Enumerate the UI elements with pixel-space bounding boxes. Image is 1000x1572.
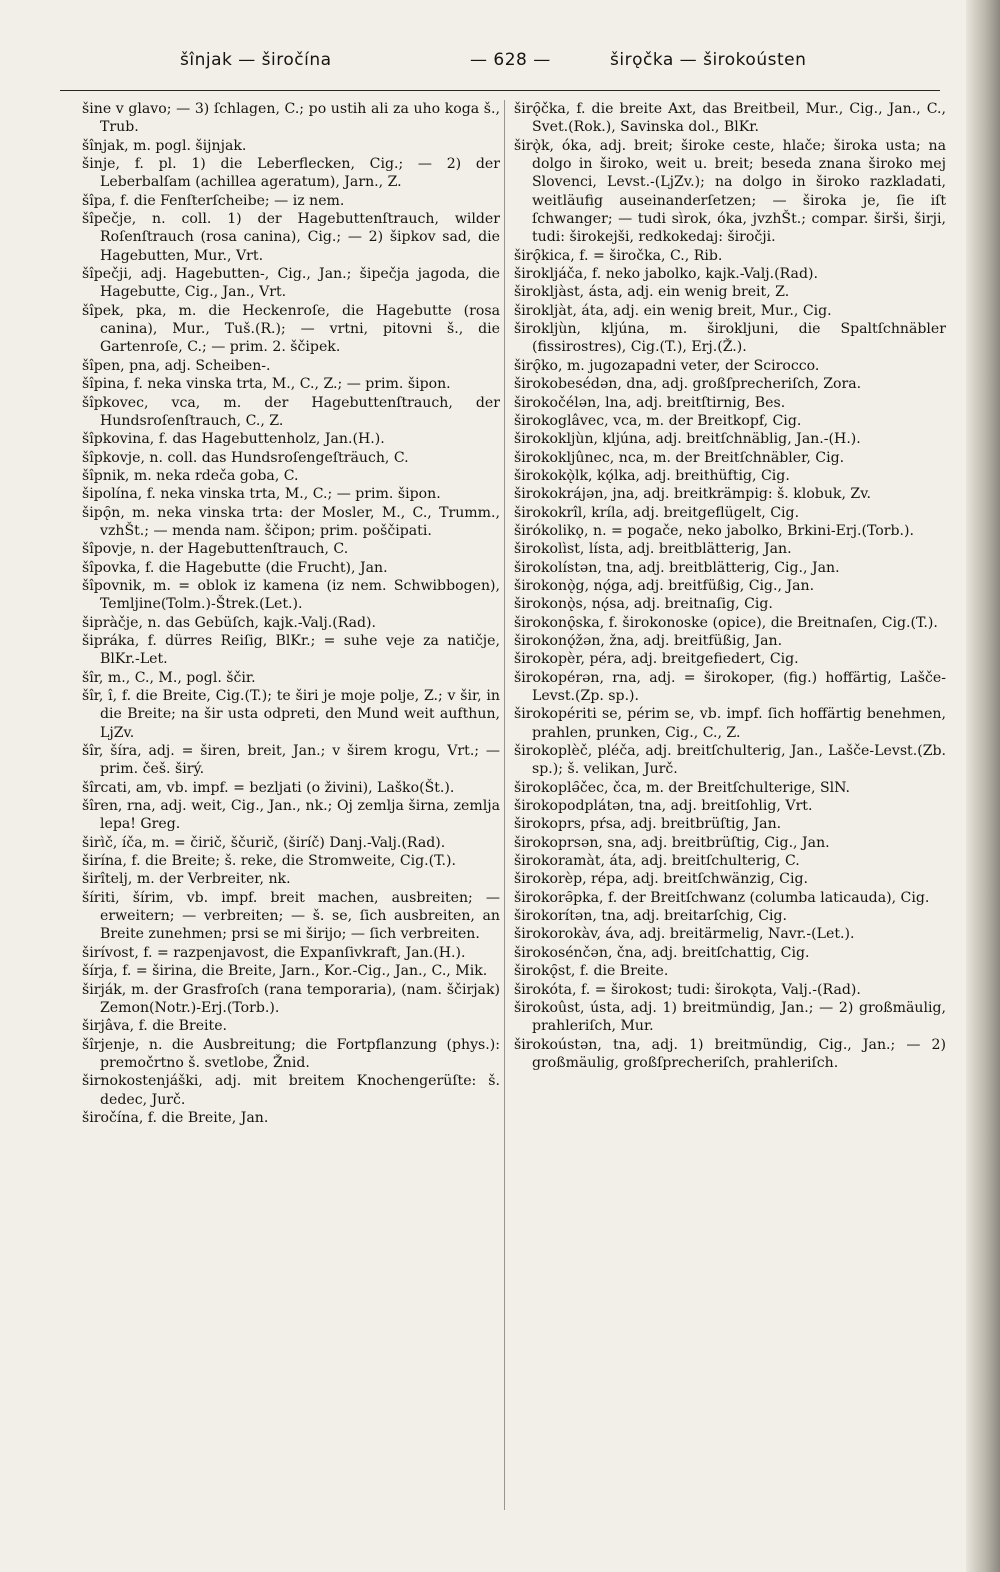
dictionary-entry: šîpovnik, m. = oblok iz kamena (iz nem. Schwibbogen), Temljine(Tolm.)-Štrek.(Let.). (82, 577, 500, 613)
dictionary-entry: širìč, íča, m. = čirič, ščurič, (širíč) Danj.-Valj.(Rad). (82, 834, 446, 851)
running-head (170, 50, 850, 80)
dictionary-entry: širočína, f. die Breite, Jan. (82, 1109, 269, 1126)
dictionary-entry: širokoglâvec, vca, m. der Breitkopf, Cig. (514, 412, 802, 429)
dictionary-entry: šîpnik, m. neka rdeča goba, C. (82, 467, 299, 484)
dictionary-entry: šîren, rna, adj. weit, Cig., Jan., nk.; Oj zemlja širna, zemlja lepa! Greg. (82, 798, 500, 833)
dictionary-entry: širnokostenjáški, adj. mit breitem Knochengerüſte: š. dedec, Jurč. (82, 1073, 500, 1108)
dictionary-entry: širokoûst, ústa, adj. 1) breitmündig, Jan.; — 2) großmäulig, prahleriſch, Mur. (514, 999, 946, 1035)
dictionary-entry: širjâva, f. die Breite. (82, 1018, 228, 1035)
dictionary-entry: širokoústǝn, tna, adj. 1) breitmündig, Cig., Jan.; — 2) großmäulig, großſprecheriſch, prahleriſch. (514, 1036, 946, 1071)
dictionary-entry: šîpečji, adj. Hagebutten-, Cig., Jan.; šipečja jagoda, die Hagebutte, Cig., Jan., Vrt. (82, 266, 500, 301)
dictionary-entry: širǫ̀k, óka, adj. breit; široke ceste, hlače; široka usta; na dolgo in široko, weit u. breit; beseda znana široko mej Slovenci, Levst.-(LjZv.); na dolgo in široko razkladati, weitläufig auseinanderſetzen; — široka je, ſie iſt ſchwanger; — tudi sìrok, óka, jvzhŠt.; compar. širši, širji, tudi: širokejši, redkokedaj: širočji. (514, 137, 946, 246)
dictionary-entry: širják, m. der Grasfroſch (rana temporaria), (nam. ščirjak) Zemon(Notr.)-Erj.(Torb.). (82, 981, 500, 1016)
dictionary-entry: širokljàst, ásta, adj. ein wenig breit, Z. (514, 284, 790, 301)
dictionary-entry: šine v glavo; — 3) ſchlagen, C.; po ustih ali za uho koga š., Trub. (82, 101, 500, 136)
dictionary-entry: širǫ̑čka, f. die breite Axt, das Breitbeil, Mur., Cig., Jan., C., Svet.(Rok.), Savinska dol., BlKr. (514, 101, 946, 136)
dictionary-entry: širokopérǝn, rna, adj. = širokoper, (fig.) hoffärtig, Lašče-Levst.(Zp. sp.). (514, 669, 946, 704)
dictionary-entry: šinje, f. pl. 1) die Leberflecken, Cig.; — 2) der Leberbalſam (achillea ageratum), Jarn., Z. (82, 156, 500, 191)
dictionary-entry: širokokrájǝn, jna, adj. breitkrämpig: š. klobuk, Zv. (514, 486, 871, 503)
dictionary-entry: širokonǫ̀s, nǫ́sa, adj. breitnaſig, Cig. (514, 596, 773, 613)
dictionary-entry: širokokljùn, kljúna, adj. breitſchnäblig, Jan.-(H.). (514, 431, 861, 448)
dictionary-entry: šipráka, f. dürres Reiſig, BlKr.; = suhe veje za natičje, BlKr.-Let. (82, 632, 500, 668)
dictionary-entry: šîpkovje, n. coll. das Hundsroſengeſträuch, C. (82, 449, 409, 466)
dictionary-entry: šîpkovina, f. das Hagebuttenholz, Jan.(H.). (82, 431, 385, 448)
dictionary-entry: šipǫ̑n, m. neka vinska trta: der Mosler, M., C., Trumm., vzhŠt.; — menda nam. ščipon; prim. poščipati. (82, 504, 500, 539)
dictionary-entry: širǫ̑ko, m. jugozapadni veter, der Scirocco. (514, 357, 820, 374)
dictionary-entry: širokokrîl, kríla, adj. breitgeflügelt, Cig. (514, 504, 800, 521)
dictionary-entry: šîpen, pna, adj. Scheiben-. (82, 357, 271, 374)
dictionary-entry: šîpovje, n. der Hagebuttenſtrauch, C. (82, 541, 349, 558)
dictionary-entry: širokorèp, répa, adj. breitſchwänzig, Cig. (514, 871, 808, 888)
dictionary-entry: šîr, m., C., M., pogl. ščir. (82, 669, 256, 686)
dictionary-entry: širokorǝ̑pka, f. der Breitſchwanz (columba laticauda), Cig. (514, 889, 930, 906)
dictionary-entry: šîr, î, f. die Breite, Cig.(T.); te širi je moje polje, Z.; v šir, in die Breite; na šir usta odpreti, den Mund weit aufthun, LjZv. (82, 688, 500, 741)
dictionary-entry: širokoplèč, pléča, adj. breitſchulterig, Jan., Lašče-Levst.(Zb. sp.); š. velikan, Jurč. (514, 743, 946, 778)
dictionary-entry: širokljáča, f. neko jabolko, kajk.-Valj.(Rad). (514, 266, 818, 283)
dictionary-entry: širokorítǝn, tna, adj. breitarſchig, Cig. (514, 908, 788, 925)
dictionary-entry: šîpkovec, vca, m. der Hagebuttenſtrauch, der Hundsroſenſtrauch, C., Z. (82, 394, 500, 429)
dictionary-entry: širokopèr, péra, adj. breitgefiedert, Cig. (514, 651, 799, 668)
dictionary-entry: širokoprs, pŕsa, adj. breitbrüſtig, Jan. (514, 816, 782, 833)
dictionary-entry: širokonǫ̀g, nǫ́ga, adj. breitfüßig, Cig., Jan. (514, 577, 815, 594)
dictionary-entry: šîpečje, n. coll. 1) der Hagebuttenſtrauch, wilder Roſenſtrauch (rosa canina), Cig.; — 2) šipkov sad, die Hagebutten, Mur., Vrt. (82, 211, 500, 264)
dictionary-entry: širokosénčǝn, čna, adj. breitſchattig, Cig. (514, 944, 810, 961)
page-number: — 628 — (470, 50, 551, 70)
dictionary-entry: šîpek, pka, m. die Heckenroſe, die Hagebutte (rosa canina), Mur., Tuš.(R.); — vrtni, pitovni š., die Gartenroſe, C.; — prim. 2. ščipek. (82, 302, 500, 356)
dictionary-entry: šíriti, šírim, vb. impf. breit machen, ausbreiten; — erweitern; — verbreiten; — š. se, ſich ausbreiten, an Breite zunehmen; prsi se mi širijo; — ſich verbreiten. (82, 889, 500, 943)
dictionary-entry: širokorokàv, áva, adj. breitärmelig, Navr.-(Let.). (514, 926, 855, 943)
dictionary-entry: šîpa, f. die Fenſterſcheibe; — iz nem. (82, 192, 345, 209)
dictionary-entry: šîrjenje, n. die Ausbreitung; die Fortpflanzung (phys.): premočrtno š. svetlobe, Žnid. (82, 1036, 500, 1071)
dictionary-entry: šírja, f. = širina, die Breite, Jarn., Kor.-Cig., Jan., C., Mik. (82, 963, 488, 980)
dictionary-entry: šîrcati, am, vb. impf. = bezljati (o živini), Laško(Št.). (82, 779, 455, 796)
left-column (82, 100, 500, 1127)
header-left-guide-words: šînjak — širočína (180, 50, 332, 70)
dictionary-entry: širokonǫ́žǝn, žna, adj. breitfüßig, Jan. (514, 632, 783, 649)
page-edge-shadow (966, 0, 1000, 1572)
dictionary-entry: širokolístǝn, tna, adj. breitblätterig, Cig., Jan. (514, 559, 840, 576)
header-rule (60, 90, 940, 91)
dictionary-entry: širokobesédǝn, dna, adj. großſprecheriſch, Zora. (514, 376, 862, 393)
dictionary-entry: šîpovka, f. die Hagebutte (die Frucht), Jan. (82, 559, 388, 576)
dictionary-entry: širokǫ̑st, f. die Breite. (514, 963, 669, 980)
dictionary-entry: širokóta, f. = širokost; tudi: širokǫta, Valj.-(Rad). (514, 981, 861, 998)
dictionary-entry: širokoprsǝn, sna, adj. breitbrüſtig, Cig., Jan. (514, 834, 830, 851)
dictionary-entry: širókolikǫ, n. = pogače, neko jabolko, Brkini-Erj.(Torb.). (514, 522, 915, 539)
dictionary-entry: šînjak, m. pogl. šijnjak. (82, 137, 247, 154)
dictionary-entry: širívost, f. = razpenjavost, die Expanſivkraft, Jan.(H.). (82, 944, 466, 961)
dictionary-entry: širokokljûnec, nca, m. der Breitſchnäbler, Cig. (514, 449, 845, 466)
dictionary-entry: širîtelj, m. der Verbreiter, nk. (82, 871, 291, 888)
dictionary-entry: širína, f. die Breite; š. reke, die Stromweite, Cig.(T.). (82, 853, 456, 870)
dictionary-entry: širǫ̑kica, f. = širočka, C., Rib. (514, 247, 723, 264)
dictionary-entry: širokljùn, kljúna, m. širokljuni, die Spaltſchnäbler (fissirostres), Cig.(T.), Erj.(Ž.). (514, 321, 946, 356)
dictionary-entry: širokoramàt, áta, adj. breitſchulterig, C. (514, 853, 800, 870)
column-divider (504, 100, 505, 1510)
dictionary-entry: širokolìst, lísta, adj. breitblätterig, Jan. (514, 541, 792, 558)
right-column (514, 100, 946, 1072)
dictionary-entry: širokokǫ̀lk, kǫ́lka, adj. breithüftig, Cig. (514, 467, 790, 484)
dictionary-entry: širokoplǝ̑čec, čca, m. der Breitſchulterige, SlN. (514, 779, 851, 796)
dictionary-entry: šîr, šíra, adj. = širen, breit, Jan.; v širem krogu, Vrt.; — prim. češ. širý. (82, 743, 500, 778)
dictionary-entry: širokopériti se, périm se, vb. impf. ſich hoffärtig benehmen, prahlen, prunken, Cig., C., Z. (514, 706, 946, 741)
dictionary-entry: šîpina, f. neka vinska trta, M., C., Z.; — prim. šipon. (82, 376, 451, 393)
dictionary-entry: širokljàt, áta, adj. ein wenig breit, Mur., Cig. (514, 302, 832, 319)
dictionary-entry: širokopodplátǝn, tna, adj. breitſohlig, Vrt. (514, 798, 813, 815)
dictionary-entry: šipràčje, n. das Gebüſch, kajk.-Valj.(Rad). (82, 614, 377, 631)
dictionary-entry: širokonǫ̑ska, f. širokonoske (opice), die Breitnaſen, Cig.(T.). (514, 614, 938, 631)
dictionary-entry: šipolína, f. neka vinska trta, M., C.; — prim. šipon. (82, 486, 441, 503)
dictionary-entry: širokočélǝn, lna, adj. breitſtirnig, Bes. (514, 394, 786, 411)
header-right-guide-words: širǫčka — širokoústen (610, 50, 807, 70)
